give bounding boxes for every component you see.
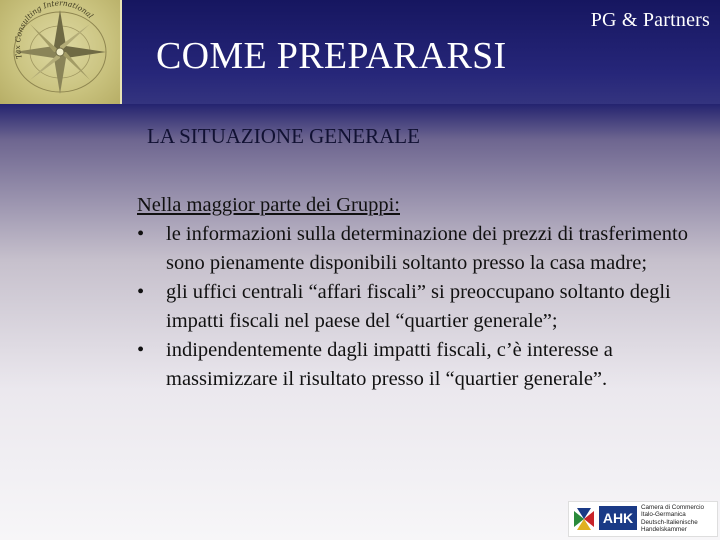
list-item [137, 336, 712, 394]
section-subtitle: LA SITUAZIONE GENERALE [147, 124, 420, 148]
bullet-text: gli uffici centrali “affari fiscali” si preoccupano soltanto degli impatti fiscali nel paese del “quartier generale”; [166, 281, 671, 332]
ahk-badge: AHK [599, 506, 637, 530]
brand-name: PG & Partners [590, 9, 710, 31]
sponsor-names [641, 504, 715, 533]
logo [0, 0, 122, 104]
sponsor-logo [568, 501, 718, 537]
sponsor-line: Deutsch-Italienische [641, 518, 698, 526]
ahk-mark-icon [572, 506, 596, 532]
sponsor-line: Handelskammer [641, 525, 687, 533]
bullet-icon: • [137, 281, 145, 303]
list-item [137, 278, 712, 336]
sponsor-line: Camera di Commercio [641, 504, 704, 511]
body-text [137, 191, 712, 394]
page-title: COME PREPARARSI [156, 35, 507, 77]
logo-text: Tax Consulting International [12, 0, 96, 60]
list-item [137, 220, 712, 278]
intro-line: Nella maggior parte dei Gruppi: [137, 194, 400, 216]
sponsor-line: Italo-Germanica [641, 511, 686, 519]
bullet-list [137, 220, 712, 394]
bullet-icon: • [137, 339, 145, 361]
bullet-text: le informazioni sulla determinazione dei prezzi di trasferimento sono pienamente disponibili soltanto presso la casa madre; [166, 223, 688, 274]
bullet-text: indipendentemente dagli impatti fiscali, c’è interesse a massimizzare il risultato presso il “quartier generale”. [166, 339, 613, 390]
compass-icon [0, 0, 120, 104]
bullet-icon: • [137, 223, 145, 245]
